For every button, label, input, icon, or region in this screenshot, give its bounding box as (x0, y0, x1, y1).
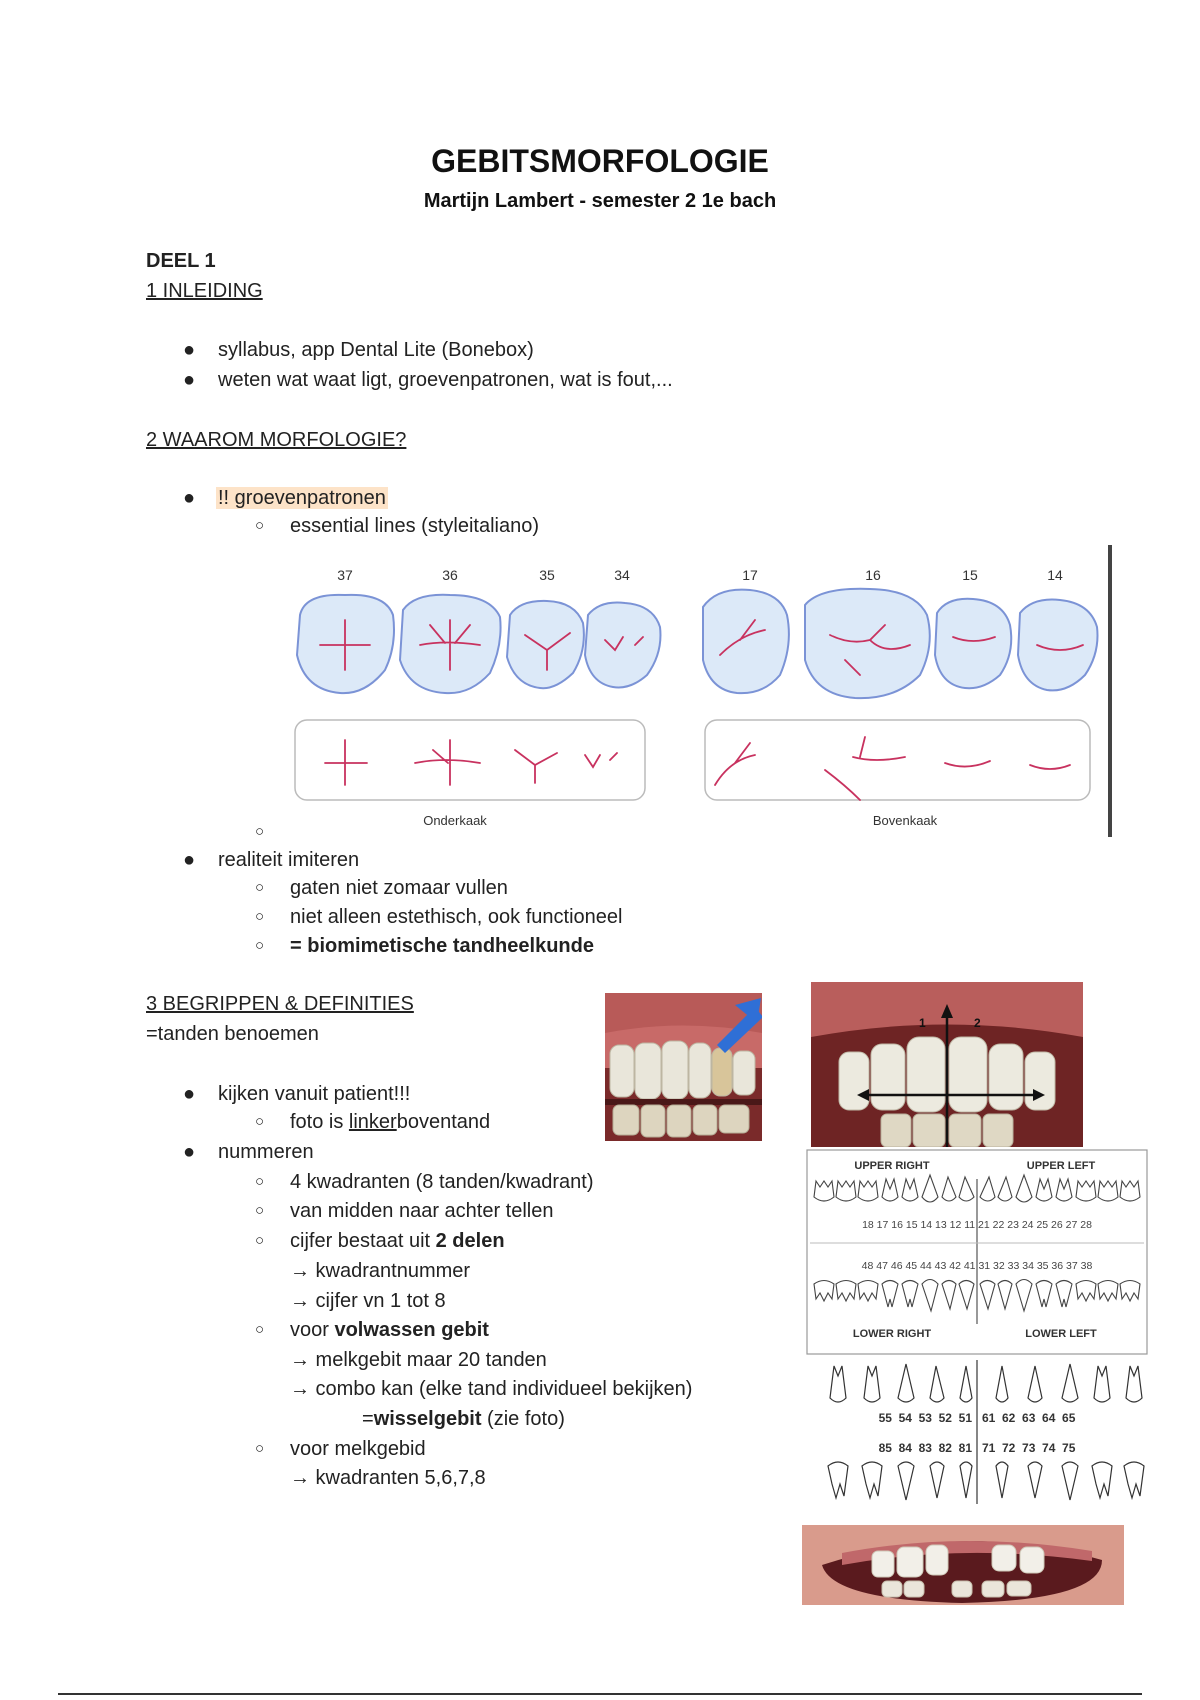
sub-item: essential lines (styleitaliano) (290, 515, 540, 537)
tooth-label: 14 (1047, 567, 1063, 583)
section-1-item: syllabus, app Dental Lite (Bonebox) (218, 339, 534, 361)
tooth-label: 35 (539, 567, 555, 583)
page-subtitle: Martijn Lambert - semester 2 1e bach (423, 190, 777, 212)
upper-jaw-box (705, 720, 1090, 800)
bullet-dot: ● (183, 487, 196, 509)
figure-bar (1108, 545, 1112, 837)
bullet-dot: ● (183, 849, 196, 871)
upper-right-label: UPPER RIGHT (854, 1160, 930, 1172)
arrow-line: → cijfer vn 1 tot 8 (290, 1290, 446, 1312)
deciduous-teeth-chart (806, 1358, 1148, 1506)
section-3-heading: 3 BEGRIPPEN & DEFINITIES (146, 993, 414, 1015)
circle-bullet: ○ (255, 1173, 265, 1190)
sub-item: gaten niet zomaar vullen (290, 877, 508, 899)
deciduous-upper-numbers: 55 54 53 52 51 61 62 63 64 65 (878, 1411, 1076, 1425)
page-divider (58, 1693, 1142, 1695)
lower-left-label: LOWER LEFT (1025, 1328, 1097, 1340)
sub-item-bold: = biomimetische tandheelkunde (290, 935, 594, 957)
bullet-dot: ● (183, 369, 196, 391)
sub-item: 4 kwadranten (8 tanden/kwadrant) (290, 1171, 594, 1193)
sub-item: foto is linkerboventand (290, 1111, 491, 1133)
lower-jaw-box (295, 720, 645, 800)
tooth-label: 34 (614, 567, 630, 583)
tooth-outline (1018, 600, 1098, 691)
mixed-dentition-photo (802, 1525, 1124, 1605)
tooth-outline (703, 590, 789, 694)
teeth-photo-arrow (605, 993, 762, 1141)
section-2-item: realiteit imiteren (218, 849, 360, 871)
section-3-item: kijken vanuit patient!!! (218, 1083, 411, 1105)
sub-item: voor melkgebid (290, 1438, 426, 1460)
bullet-dot: ● (183, 339, 196, 361)
circle-bullet: ○ (255, 517, 265, 534)
tooth-label: 16 (865, 567, 881, 583)
lower-jaw-label: Onderkaak (423, 813, 487, 828)
circle-bullet: ○ (255, 1440, 265, 1457)
teeth-photo-quadrants (811, 982, 1083, 1147)
circle-bullet: ○ (255, 1202, 265, 1219)
sub-item: niet alleen estethisch, ook functioneel (290, 906, 623, 928)
tooth-label: 15 (962, 567, 978, 583)
quadrant-label: 1 (919, 1016, 926, 1030)
arrow-line: → kwadrantnummer (290, 1260, 471, 1282)
deciduous-lower-numbers: 85 84 83 82 81 71 72 73 74 75 (878, 1441, 1076, 1455)
circle-bullet: ○ (255, 1113, 265, 1130)
tooth-label: 36 (442, 567, 458, 583)
upper-jaw-label: Bovenkaak (872, 813, 938, 828)
quadrant-label: 2 (974, 1016, 981, 1030)
section-1-heading: 1 INLEIDING (146, 280, 263, 302)
tooth-label: 37 (337, 567, 353, 583)
wisselgebit-line: =wisselgebit (zie foto) (362, 1408, 565, 1430)
circle-bullet: ○ (255, 1232, 265, 1249)
arrow-line: → melkgebit maar 20 tanden (290, 1349, 547, 1371)
upper-left-label: UPPER LEFT (1026, 1160, 1096, 1172)
highlighted-item (216, 486, 388, 510)
circle-bullet: ○ (255, 937, 265, 954)
circle-bullet: ○ (255, 908, 265, 925)
tooth-label: 17 (742, 567, 758, 583)
permanent-teeth-chart (806, 1149, 1148, 1355)
section-1-item: weten wat waat ligt, groevenpatronen, wat is fout,... (218, 369, 673, 391)
tooth-outline (507, 601, 584, 688)
sub-item: van midden naar achter tellen (290, 1200, 554, 1222)
section-3-item: nummeren (218, 1141, 314, 1163)
circle-bullet: ○ (255, 1321, 265, 1338)
highlight: !! groevenpatronen (218, 487, 386, 509)
sub-item: cijfer bestaat uit 2 delen (290, 1230, 505, 1252)
tooth-outline (585, 603, 660, 688)
bullet-dot: ● (183, 1083, 196, 1105)
arrow-line: → combo kan (elke tand individueel bekijken) (290, 1378, 693, 1400)
circle-bullet: ○ (255, 879, 265, 896)
section-3-intro: =tanden benoemen (146, 1023, 319, 1045)
tooth-outline (805, 589, 930, 698)
sub-item: voor volwassen gebit (290, 1319, 489, 1341)
circle-bullet: ○ (255, 823, 265, 840)
tooth-outline (935, 599, 1011, 688)
lower-right-label: LOWER RIGHT (852, 1328, 932, 1340)
section-2-heading: 2 WAAROM MORFOLOGIE? (146, 429, 407, 451)
upper-numbers: 18 17 16 15 14 13 12 11 21 22 23 24 25 26 27 28 (862, 1219, 1092, 1231)
essential-lines-figure (285, 545, 1125, 840)
page-title: GEBITSMORFOLOGIE (431, 143, 769, 179)
bullet-dot: ● (183, 1141, 196, 1163)
arrow-line: → kwadranten 5,6,7,8 (290, 1467, 486, 1489)
part-heading: DEEL 1 (146, 250, 216, 272)
lower-numbers: 48 47 46 45 44 43 42 41 31 32 33 34 35 36 37 38 (861, 1260, 1093, 1272)
